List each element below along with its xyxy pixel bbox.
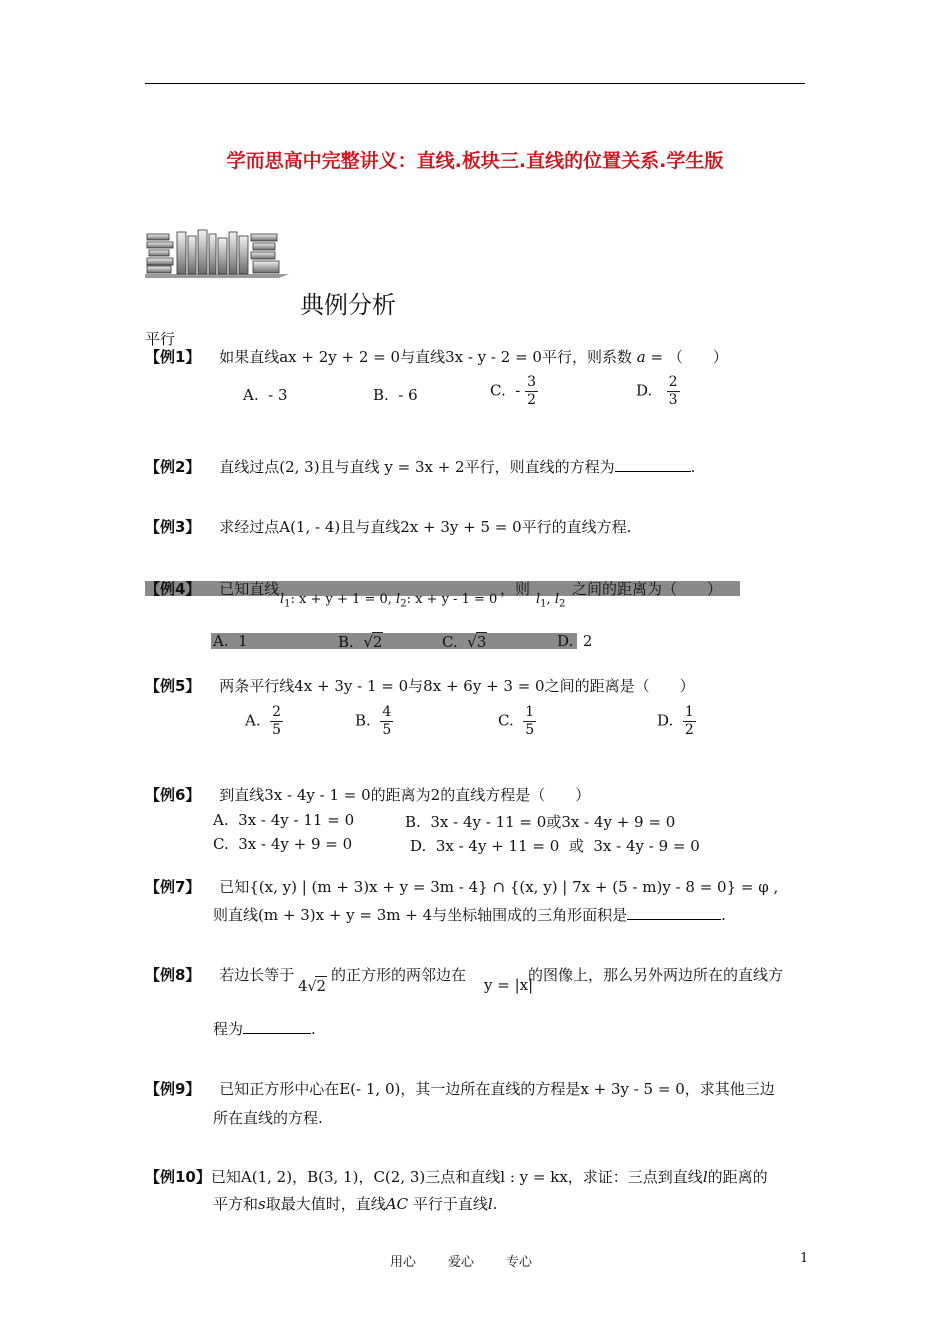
- example-label: 【例2】: [145, 458, 201, 476]
- example-4-post: 之间的距离为（ ）: [572, 580, 723, 598]
- fraction: $\frac{3}{2}$: [527, 374, 537, 408]
- example-8-mid: 的正方形的两邻边在: [331, 966, 467, 984]
- option-b: B. 3x - 4y - 11 = 0或3x - 4y + 9 = 0: [405, 813, 676, 831]
- equation: ax + 2y + 2 = 0: [279, 348, 401, 366]
- highlight-bar: [211, 633, 577, 649]
- example-10: 【例10】已知A(1, 2)，B(3, 1)，C(2, 3)三点和直线l : y = kx，求证：三点到直线l的距离的: [145, 1168, 768, 1186]
- example-10-line2: 平方和s取最大值时，直线AC 平行于直线l.: [213, 1195, 498, 1213]
- example-7: 【例7】 已知{(x, y) | (m + 3)x + y = 3m - 4} ∩ {(x, y) | 7x + (5 - m)y - 8 = 0} = φ ,: [145, 878, 779, 896]
- example-label: 【例7】: [145, 878, 201, 896]
- example-4-lines: $l_1$: x + y + 1 = 0, $l_2$: x + y - 1 = 0: [280, 592, 498, 610]
- option-a: A. 3x - 4y - 11 = 0: [213, 811, 355, 829]
- option-c: C. - $\frac{3}{2}$: [490, 374, 537, 408]
- example-label: 【例3】: [145, 518, 201, 536]
- side-length: 4√2: [298, 977, 327, 995]
- answer-blank[interactable]: [243, 1033, 311, 1034]
- example-7-line2: 则直线(m + 3)x + y = 3m + 4与坐标轴围成的三角形面积是 .: [213, 906, 726, 924]
- example-label: 【例4】: [145, 580, 201, 598]
- subheading: 平行: [145, 330, 176, 348]
- example-8-line2: 程为 .: [213, 1020, 316, 1038]
- answer-blank[interactable]: [627, 919, 721, 920]
- document-title: 学而思高中完整讲义：直线.板块三.直线的位置关系.学生版: [226, 150, 724, 172]
- text: 平行，则系数: [541, 348, 632, 366]
- header-rule: [145, 83, 805, 84]
- example-8-post: 的图像上，那么另外两边所在的直线方: [528, 966, 784, 984]
- example-label: 【例8】: [145, 966, 201, 984]
- example-1: [145, 346, 728, 367]
- example-3: 【例3】 求经过点A(1, - 4)且与直线2x + 3y + 5 = 0平行的直线方程.: [145, 518, 632, 536]
- example-2: 【例2】 直线过点(2, 3)且与直线 y = 3x + 2平行，则直线的方程为 .: [145, 458, 696, 476]
- fraction: $\frac{2}{3}$: [668, 374, 678, 408]
- option-d: D. $\frac{2}{3}$: [636, 374, 678, 408]
- example-label: 【例1】: [145, 348, 201, 366]
- example-9-line2: 所在直线的方程.: [213, 1109, 323, 1127]
- option-c: C. 3x - 4y + 9 = 0: [213, 835, 353, 853]
- text: = （ ）: [650, 348, 728, 366]
- example-9: 【例9】 已知正方形中心在E(- 1, 0)，其一边所在直线的方程是x + 3y - 5 = 0，求其他三边: [145, 1080, 775, 1098]
- option-a: A. $\frac{2}{5}$: [245, 704, 282, 738]
- option-d: D. $\frac{1}{2}$: [657, 704, 694, 738]
- option-a: A. - 3: [243, 386, 288, 404]
- option-a: A. 1: [213, 632, 248, 650]
- option-b: B. √2: [338, 633, 383, 651]
- section-title: 典例分析: [300, 291, 396, 319]
- example-5: 【例5】 两条平行线4x + 3y - 1 = 0与8x + 6y + 3 = 0之间的距离是（ ）: [145, 677, 695, 695]
- text: 与直线: [400, 348, 446, 366]
- books-logo-icon: [145, 228, 289, 278]
- option-b: B. $\frac{4}{5}$: [355, 704, 392, 738]
- variable: a: [636, 348, 646, 366]
- option-c: C. $\frac{1}{5}$: [498, 704, 535, 738]
- page-number: 1: [800, 1251, 809, 1266]
- example-label: 【例10】: [145, 1168, 211, 1186]
- curve-eq: y = |x|: [484, 976, 534, 994]
- text: 如果直线: [219, 348, 280, 366]
- option-d: D. 2: [557, 632, 593, 650]
- footer-motto: 用心 爱心 专心: [390, 1255, 533, 1270]
- example-label: 【例9】: [145, 1080, 201, 1098]
- example-4-pair: $l_1$, $l_2$: [536, 592, 566, 610]
- example-label: 【例5】: [145, 677, 201, 695]
- example-8: 【例8】 若边长等于: [145, 966, 295, 984]
- example-4: 【例4】 已知直线: [145, 580, 280, 598]
- option-d: D. 3x - 4y + 11 = 0 或 3x - 4y - 9 = 0: [410, 837, 700, 855]
- example-label: 【例6】: [145, 786, 201, 804]
- option-c: C. √3: [442, 633, 487, 651]
- example-6: 【例6】 到直线3x - 4y - 1 = 0的距离为2的直线方程是（ ）: [145, 786, 591, 804]
- option-b: B. - 6: [373, 386, 418, 404]
- example-4-mid: ，则: [500, 580, 531, 598]
- answer-blank[interactable]: [615, 471, 691, 472]
- equation: 3x - y - 2 = 0: [445, 348, 542, 366]
